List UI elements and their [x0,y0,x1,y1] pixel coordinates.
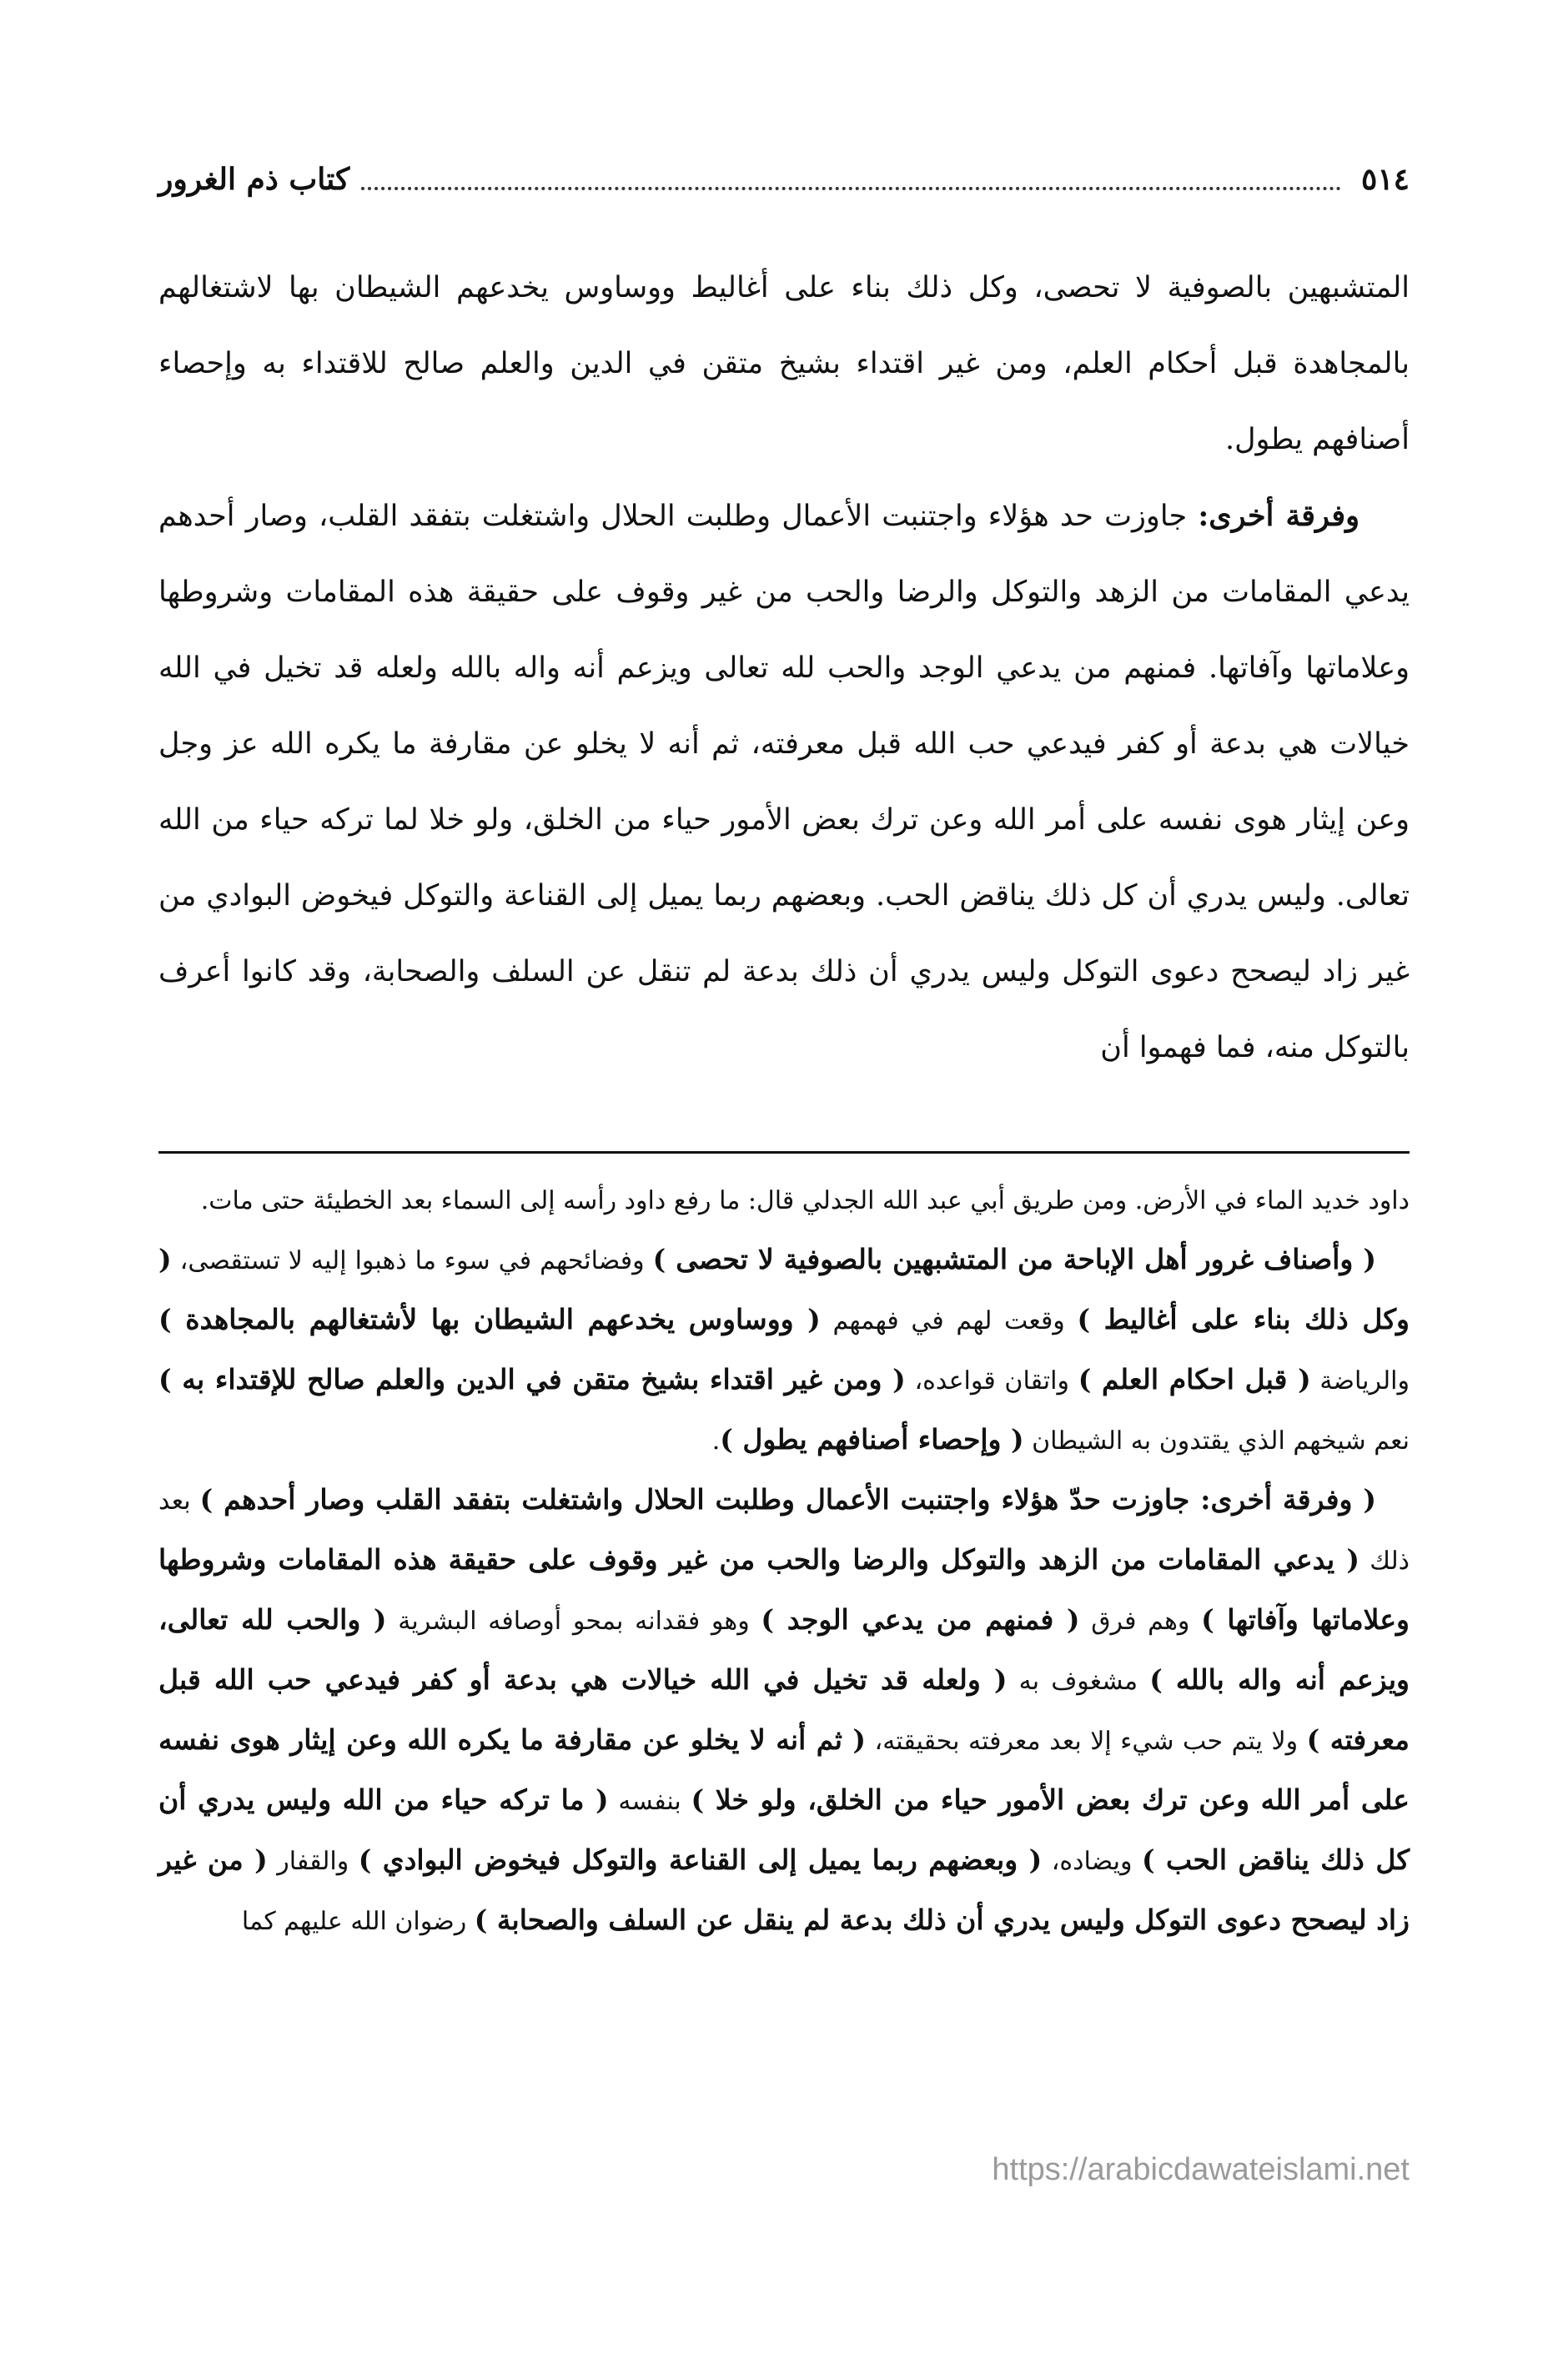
matn-quote: ( وأصناف غرور أهل الإباحة من المتشبهين بالصوفية لا تحصى ) [652,1243,1376,1275]
main-text [158,250,1410,1086]
commentary-text: نعم شيخهم الذي يقتدون به الشيطان [1023,1426,1410,1456]
matn-quote: ( ومن غير اقتداء بشيخ متقن في الدين والعلم صالح للإقتداء به ) [158,1363,906,1396]
commentary-paragraph-2 [158,1230,1410,1471]
matn-quote: ( وفرقة أخرى: جاوزت حدّ هؤلاء واجتنبت الأعمال وطلبت الحلال واشتغلت بتفقد القلب وصار أحدهم ) [199,1483,1376,1516]
commentary-text: واتقان قواعده، [905,1366,1078,1396]
matn-quote: ( يدعي المقامات من الزهد والتوكل والرضا والحب من غير وقوف على حقيقة هذه المقامات وشروطها وعلاماتها وآفاتها ) [158,1543,1410,1636]
matn-quote: ( ووساوس يخدعهم الشيطان بها لأشتغالهم بالمجاهدة ) [158,1303,821,1335]
dotted-leader [361,184,1341,190]
commentary-text: ولا يتم حب شيء إلا بعد معرفته بحقيقته، [866,1727,1307,1756]
commentary-text: . [711,1426,721,1456]
page-header [158,150,1410,209]
matn-quote: ( فمنهم من يدعي الوجد ) [761,1603,1080,1636]
matn-quote: ( وكل ذلك بناء على أغاليط ) [158,1243,1410,1335]
main-paragraph-1: المتشبهين بالصوفية لا تحصى، وكل ذلك بناء على أغاليط ووساوس يخدعهم الشيطان بها لاشتغالهم بالمجاهدة قبل أحكام العلم، ومن غير اقتداء بشيخ متقن في الدين والعلم صالح للاقتداء به وإحصاء أصنافهم يطول. [158,271,1410,456]
footnote-divider [158,1151,1410,1154]
book-page [158,150,1410,2336]
matn-quote: ( ثم أنه لا يخلو عن مقارفة ما يكره الله وعن إيثار هوى نفسه على أمر الله وعن ترك بعض الأمور حياء من الخلق، ولو خلا ) [158,1723,1410,1816]
paragraph-body: جاوزت حد هؤلاء واجتنبت الأعمال وطلبت الحلال واشتغلت بتفقد القلب، وصار أحدهم يدعي المقامات من الزهد والتوكل والرضا والحب من غير وقوف على حقيقة هذه المقامات وشروطها وعلاماتها وآفاتها. فمنهم من يدعي الوجد والحب لله تعالى ويزعم أنه واله بالله ولعله قد تخيل في الله خيالات هي بدعة أو كفر فيدعي حب الله قبل معرفته، ثم أنه لا يخلو عن مقارفة ما يكره الله عز وجل وعن إيثار هوى نفسه على أمر الله وعن ترك بعض الأمور حياء من الخلق، ولو خلا لما تركه حياء من الله تعالى. وليس يدري أن كل ذلك يناقض الحب. وبعضهم ربما يميل إلى القناعة والتوكل فيخوض البوادي من غير زاد ليصحح دعوى التوكل وليس يدري أن ذلك بدعة لم تنقل عن السلف والصحابة، وقد كانوا أعرف بالتوكل منه، فما فهموا أن [158,500,1410,1064]
matn-quote: ( قبل احكام العلم ) [1078,1363,1311,1396]
commentary-text: وهو فقدانه بمحو أوصافه البشرية [386,1607,761,1636]
commentary-text: وقعت لهم في فهمهم [820,1306,1078,1335]
page-number: ٥١٤ [1360,162,1410,197]
matn-quote: ( من غير زاد ليصحح دعوى التوكل وليس يدري أن ذلك بدعة لم ينقل عن السلف والصحابة ) [158,1843,1410,1936]
commentary-text: وفضائحهم في سوء ما ذهبوا إليه لا تستقصى، [171,1246,653,1275]
paragraph-lead: وفرقة أخرى: [1198,499,1359,533]
commentary-text: رضوان الله عليهم كما [241,1907,475,1936]
book-title: كتاب ذم الغرور [158,162,350,197]
commentary-text: بعد ذلك [158,1486,1410,1576]
matn-quote: ( وإحصاء أصنافهم يطول ) [720,1423,1024,1456]
commentary-text: وهم فرق [1079,1607,1202,1636]
matn-quote: ( ولعله قد تخيل في الله خيالات هي بدعة أو كفر فيدعي حب الله قبل معرفته ) [158,1663,1410,1756]
commentary-text: ويضاده، [1042,1847,1142,1876]
matn-quote: ( وبعضهم ربما يميل إلى القناعة والتوكل فيخوض البوادي ) [358,1843,1043,1876]
commentary-text: بنفسه [608,1787,691,1816]
matn-quote: ( ما تركه حياء من الله وليس يدري أن كل ذلك يناقض الحب ) [158,1783,1410,1876]
commentary-text: والرياضة [1310,1366,1410,1396]
matn-quote: ( والحب لله تعالى، ويزعم أنه واله بالله ) [158,1603,1410,1696]
commentary-paragraph-1: داود خديد الماء في الأرض. ومن طريق أبي عبد الله الجدلي قال: ما رفع داود رأسه إلى السماء بعد الخطيئة حتى مات. [200,1186,1410,1215]
commentary-paragraph-3 [158,1471,1410,1951]
commentary-text: مشغوف به [1007,1667,1150,1696]
main-paragraph-2 [158,478,1410,1086]
commentary [158,1172,1410,1951]
commentary-text: والقفار [267,1847,359,1876]
watermark-url: https://arabicdawateislami.net [992,2152,1410,2187]
